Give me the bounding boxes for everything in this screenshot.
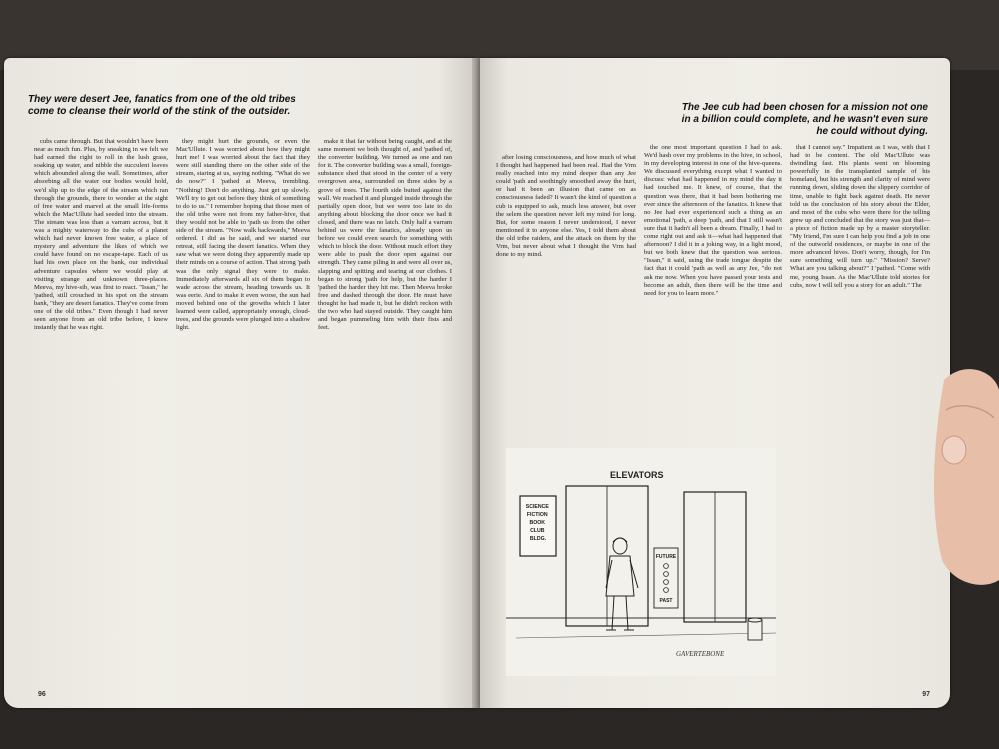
poster-line: SCIENCE xyxy=(525,504,549,510)
poster-line: FICTION xyxy=(526,512,548,518)
left-page-column-3 xyxy=(318,138,452,693)
hand-holding-magazine xyxy=(924,340,999,600)
left-page-column-1 xyxy=(34,138,168,693)
right-page-column-1 xyxy=(496,154,636,444)
cartoonist-signature: GAVERTEBONE xyxy=(676,650,725,658)
elevators-sign: ELEVATORS xyxy=(610,470,664,480)
left-page xyxy=(4,58,476,708)
page-number-right: 97 xyxy=(922,691,930,698)
poster-line: CLUB xyxy=(530,528,545,534)
column-text: that I cannot say." Impatient as I was, with that I had to be content. The old Mac'Ullute was dwindling fast. His plants went on blooming powerfully in the transplanted sample of his homeland, but his strength and clarity of mind were running down, sliding down the slippery corridor of time, unable to fight back against death. He never told us the conclusion of his story about the Elder, and most of the cubs who were there for the telling grew up and concluded that the story was just that—a piece of fiction made up by a master storyteller. "My friend, I'm sure I can help you find a job in one of the outworld residences, or maybe in one of the more advanced hives. Don't worry, though, for I'm sure something will turn up." "Mission? Serve? What are you talking about?" I 'pathed. "Come with me, young Issan. As the Mac'Ullute told stories for cubs, now I will tell you a story for an adult." The xyxy=(790,144,930,289)
column-text: cubs came through. But that wouldn't have been near as much fun. Plus, by sneaking in we felt we had earned the right to roll in the lush grass, soaking up water, and nibble the succulent leaves which abounded along the wall. Sometimes, after absorbing all the water our bodies would hold, we'd slip up to the edge of the stream which ran through the grounds, there to wonder at the sight of free water and marvel at the small life-forms which the Mac'Ullute had seeded into the stream. The stream was less than a varram across, but it was a mighty waterway to the cubs of a planet which had never known free water, a place of mystery and adventure the likes of which we could have found on no escape-tape. Each of us had his own place on the bank, our individual adventure capsules where we would play at visiting strange and unknown three-places. Meeva, my hive-sib, was first to react. "Issan," he 'pathed, still crouched in his spot on the stream bank, "they are desert fanatics. They've come from one of the old tribes." Even though I had never seen anyone from an old tribe before, I knew instantly that he was right. xyxy=(34,138,168,332)
poster-line: BLDG. xyxy=(529,536,547,542)
past-label: PAST xyxy=(659,598,673,604)
trash-can xyxy=(748,618,762,640)
left-page-pull-quote: They were desert Jee, fanatics from one of the old tribes come to cleanse their world of the stink of the outsider. xyxy=(28,94,296,117)
column-text: after losing consciousness, and how much of what I thought had happened had been real. Had the Vrm really reached into my mind deeper than any Jee could 'path and soothingly smoothed away the hurt, or had it been an illusion that came on as consciousness faded? It wasn't the kind of question a cub is equipped to ask, much less answer, but over the selem the question never left my mind for long. But, for some reason I never understood, I never mentioned it to anyone else. Yes, I told them about the old tribe raiders, and the attack on them by the Vrm, but never about what I thought the Vrm had done to my mind. xyxy=(496,154,636,259)
column-text: the one most important question I had to ask. We'd hash over my problems in the hive, in school, in my developing interest in one of the hive-queens. We discussed everything except what I wanted to discuss: what had happened in my mind the day it had touched me. It knew, of course, that the question was there, that it had been bothering me ever since the afternoon of the fanatics. It knew that no Jee had ever experienced such a thing as an emotional 'path, a deep 'path, and that I still wasn't sure that it hadn't all been a dream. Finally, I had to come right out and ask it—what had happened that afternoon? I did it in a joking way, in a light mood, but we both knew that the question was serious. "Issan," it said, using the trade tongue despite the fact that it could 'path as well as any Jee, "do not ask me now. When you have passed your tests and become an adult, then there will be the time and need for you to learn more." xyxy=(644,144,782,297)
column-text: make it that far without being caught, and at the same moment we both thought of, and 'pathed of, the converter building. We turned as one and ran for it. The converter building was a small, foreign-substance shed that stood in the center of a very overgrown area, surrounded on three sides by a grove of trees. The fourth side butted against the wall. We reached it and plunged inside through the partially open door, but we were too late to do anything about blocking the door once we had it closed, and there was no latch. Only half a varram behind us were the fanatics, already upon us before we could even search for something with which to block the door. Without much effort they were able to push the door open against our strength. They came piling in and were all over us, slapping and spitting and tearing at our clothes. I began to strong 'path for help, but the harder I 'pathed the harder they hit me. Then Meeva broke free and dashed through the door. He must have thought he had made it, but he didn't reckon with the two who had stayed outside. They caught him and began pummeling him with their fists and feet. xyxy=(318,138,452,332)
page-number-left: 96 xyxy=(38,691,46,698)
right-page-column-3 xyxy=(790,144,930,684)
future-label: FUTURE xyxy=(655,554,677,560)
right-page xyxy=(480,58,950,708)
right-page-pull-quote: The Jee cub had been chosen for a mission not one in a billion could complete, and he wasn't even sure he could without dying. xyxy=(681,102,928,137)
column-text: they might hurt the grounds, or even the Mac'Ullute. I was worried about how they might hurt me! I was worried about the fact that they were still standing there on the other side of the stream, staring at us, saying nothing. "What do we do now?" I 'pathed at Meeva, trembling. "Nothing! Don't do anything. Just get up slowly. We'll try to get out before they think of something to do to us." I remember hoping that those men of the old tribe were not from my father-hive, that they would not be able to 'path us from the other side of the stream. "Now walk backwards," Meeva ordered. I did as he said, and we started our retreat, still facing the desert fanatics. When they saw what we were doing they apparently made up their minds on a course of action. That strong 'path was the only signal they were to make. Immediately afterwards all six of them began to wade across the stream, heading towards us. It was eerie. And to make it even worse, the sun had moved behind one of the growths which I later learned were called, appropriately enough, cloud-trees, and the grounds were plunged into a shadow light. xyxy=(176,138,310,332)
magazine-spread xyxy=(4,58,954,708)
poster-line: BOOK xyxy=(529,520,546,526)
right-page-column-2 xyxy=(644,144,782,444)
left-page-column-2 xyxy=(176,138,310,693)
elevator-cartoon xyxy=(506,448,776,676)
